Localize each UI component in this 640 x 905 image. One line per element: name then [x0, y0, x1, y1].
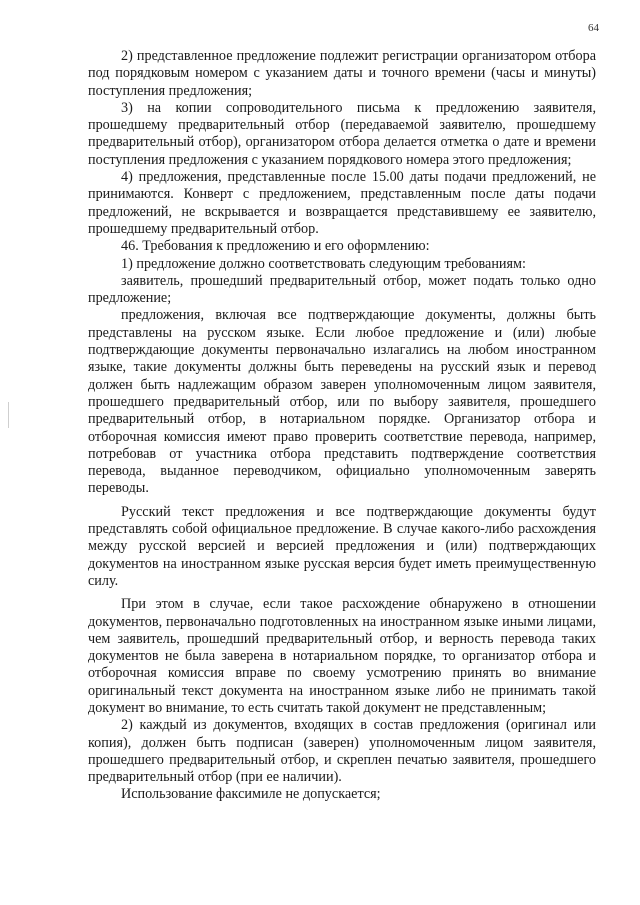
paragraph-requirements-intro: 1) предложение должно соответствовать следующим требованиям: [121, 255, 526, 272]
paragraph-facsimile: Использование факсимиле не допускается; [121, 786, 381, 803]
paragraph-official-text: Русский текст предложения и все подтверждающие документы будут представлять собой официальное предложение. В случае какого-либо расхождения между русской версией и версией предложения и (или) подтверждающих документов на иностранном языке русская версия будет иметь преимущественную силу. [88, 503, 596, 589]
scan-margin-mark [8, 402, 9, 428]
page-number: 64 [588, 22, 599, 34]
paragraph-discrepancy: При этом в случае, если такое расхождение обнаружено в отношении документов, первоначально подготовленных на иностранном языке иными лицами, чем заявитель, прошедший предварительный отбор, и верность перевода таких документов не была заверена в нотариальном порядке, то организатор отбора и отборочная комиссия вправе по своему усмотрению принять во внимание оригинальный текст документа на иностранном языке либо не принимать такой документ во внимание, то есть считать такой документ не представленным; [88, 596, 596, 716]
paragraph-item-3-cover-letter: 3) на копии сопроводительного письма к предложению заявителя, прошедшему предварительный отбор (передаваемой заявителю, прошедшему предварительный отбор), организатором отбора делается отметка о дате и времени поступления предложения с указанием порядкового номера этого предложения; [88, 99, 596, 168]
paragraph-russian-language: предложения, включая все подтверждающие документы, должны быть представлены на русском языке. Если любое предложение и (или) любые подтверждающие документы первоначально излагались на любом иностранном языке, такие документы должны быть переведены на русский язык и перевод должен быть надлежащим образом заверен уполномоченным лицом заявителя, прошедшего предварительный отбор, или по выбору заявителя, прошедшего предварительный отбор, в нотариальном порядке. Организатор отбора и отборочная комиссия имеют право проверить соответствие перевода, например, потребовав от участника отбора представить подтверждение соответствия перевода, выданное переводчиком, официально уполномоченным заверять переводы. [88, 307, 596, 497]
section-heading-46: 46. Требования к предложению и его оформлению: [121, 238, 430, 255]
paragraph-signature-seal: 2) каждый из документов, входящих в состав предложения (оригинал или копия), должен быть подписан (заверен) уполномоченным лицом заявителя, прошедшего предварительный отбор, и скреплен печатью заявителя, прошедшего предварительный отбор (при ее наличии). [88, 717, 596, 786]
paragraph-single-proposal: заявитель, прошедший предварительный отбор, может подать только одно предложение; [88, 272, 596, 307]
paragraph-item-4-deadline: 4) предложения, представленные после 15.00 даты подачи предложений, не принимаются. Конверт с предложением, представленным после даты подачи предложений, не вскрывается и возвращается представившему ее заявителю, прошедшему предварительный отбор. [88, 169, 596, 237]
paragraph-item-2-registration: 2) представленное предложение подлежит регистрации организатором отбора под порядковым номером с указанием даты и точного времени (часы и минуты) поступления предложения; [88, 48, 596, 99]
document-body [88, 48, 596, 804]
